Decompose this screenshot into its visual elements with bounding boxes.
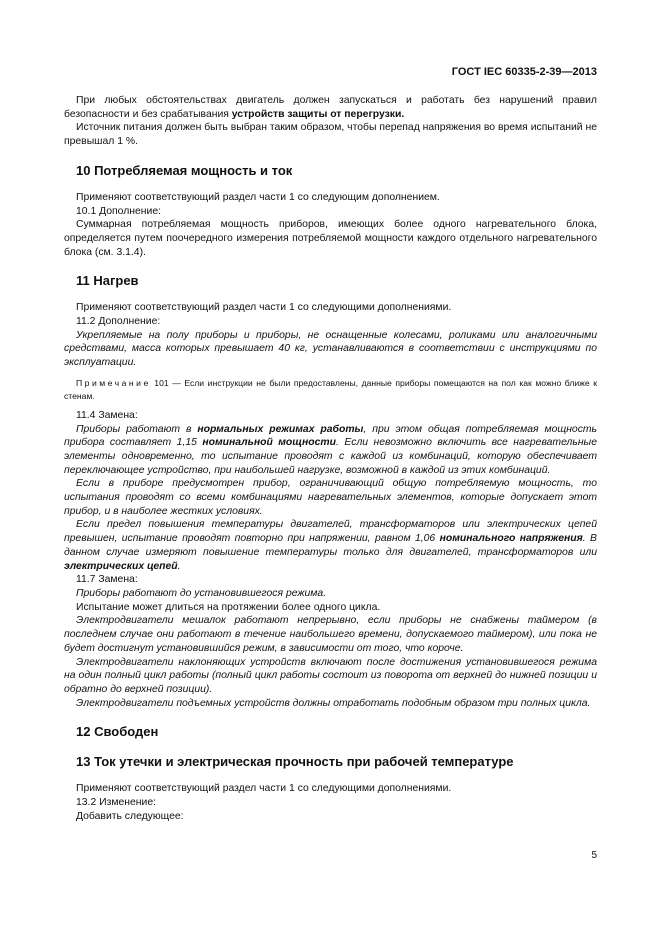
paragraph bbox=[64, 423, 597, 478]
section-heading-13: 13 Ток утечки и электрическая прочность при рабочей температуре bbox=[76, 754, 514, 770]
term-bold: устройств защиты от перегрузки bbox=[231, 108, 402, 120]
clause-label: 11.2 Дополнение: bbox=[76, 316, 161, 328]
text-run: , при этом общая потребляемая мощность прибора составляет 1,15 bbox=[64, 423, 598, 449]
page-number: 5 bbox=[591, 850, 597, 861]
paragraph: Электродвигатели наклоняющих устройств включают после достижения установившегося режима на один полный цикл работы (полный цикл работы состоит из поворота от верхней до нижней позиции и обратно до верхней позиции). bbox=[64, 656, 597, 695]
clause-label: 11.7 Замена: bbox=[76, 574, 138, 586]
section-heading-11: 11 Нагрев bbox=[76, 273, 139, 289]
paragraph: Приборы работают до установившегося режима. bbox=[76, 587, 327, 599]
note-label: Примечание bbox=[76, 377, 151, 388]
text-run: . bbox=[401, 108, 405, 120]
text-run: Приборы работают в bbox=[76, 423, 198, 435]
term-bold: нормальных режимах работы bbox=[197, 423, 364, 435]
paragraph: Применяют соответствующий раздел части 1 со следующим дополнением. bbox=[76, 191, 440, 203]
term-bold: номинальной мощности bbox=[202, 437, 336, 449]
text-run: Если предел повышения температуры двигателей, трансформаторов или электрических цепей превышен, испытание проводят повторно при напряжении, равном 1,06 bbox=[64, 519, 597, 545]
paragraph: Электродвигатели подъемных устройств должны отработать подобным образом три полных цикла. bbox=[76, 697, 591, 709]
paragraph: Применяют соответствующий раздел части 1 со следующими дополнениями. bbox=[76, 302, 452, 314]
text-run: . В данном случае измеряют повышение температуры только для двигателей, трансформаторов или bbox=[64, 533, 597, 558]
clause-label: 11.4 Замена: bbox=[76, 409, 138, 421]
paragraph bbox=[64, 518, 597, 573]
paragraph: Источник питания должен быть выбран таким образом, чтобы перепад напряжения во время испытаний не превышал 1 %. bbox=[64, 122, 597, 148]
term-bold: электрических цепей bbox=[64, 560, 178, 572]
paragraph: Испытание может длиться на протяжении более одного цикла. bbox=[76, 601, 381, 613]
text-run: . Если невозможно включить все нагревательные элементы одновременно, то испытание проводят с каждой из комбинаций, которую обеспечивает переключающее устройство, при наибольшей нагрузке, возможной в каждой из этих комбинаций. bbox=[64, 437, 597, 476]
paragraph: Электродвигатели мешалок работают непрерывно, если приборы не снабжены таймером (в последнем случае они работают в течение наибольшего времени, допускаемого таймером), или пока не будет достигнут установившийся режим, в зависимости от того, что короче. bbox=[64, 615, 597, 654]
paragraph bbox=[64, 94, 597, 121]
term-bold: номинального напряжения bbox=[439, 533, 583, 545]
text-run: При любых обстоятельствах двигатель должен запускаться и работать без нарушений правил безопасности и без срабатывания bbox=[64, 95, 597, 120]
section-heading-10: 10 Потребляемая мощность и ток bbox=[76, 162, 293, 178]
clause-label: 10.1 Дополнение: bbox=[76, 205, 162, 217]
document-header: ГОСТ IEC 60335-2-39—2013 bbox=[451, 66, 597, 78]
paragraph: Укрепляемые на полу приборы и приборы, не оснащенные колесами, роликами или аналогичными средствами, масса которых превышает 40 кг, устанавливаются в соответствии с инструкциями по эксплуатации. bbox=[64, 329, 597, 369]
paragraph: Применяют соответствующий раздел части 1 со следующими дополнениями. bbox=[76, 783, 452, 795]
clause-label: 13.2 Изменение: bbox=[76, 797, 156, 809]
paragraph: Суммарная потребляемая мощность приборов, имеющих более одного нагревательного блока, определяется путем поочередного измерения потребляемой мощности каждого отдельного нагревательного блока (см. 3.1.4). bbox=[64, 219, 597, 258]
note-text: 101 — Если инструкции не были предоставлены, данные приборы помещаются на пол как можно ближе к стенам. bbox=[64, 377, 597, 401]
page-body bbox=[64, 94, 597, 823]
text-run: . bbox=[177, 560, 181, 572]
paragraph: Добавить следующее: bbox=[76, 810, 184, 822]
note bbox=[64, 377, 597, 403]
paragraph: Если в приборе предусмотрен прибор, ограничивающий общую потребляемую мощность, то испытания проводят со всеми комбинациями нагревательных элементов, которые допускает этот прибор, и в наиболее жестких условиях. bbox=[64, 478, 597, 517]
section-heading-12: 12 Свободен bbox=[76, 724, 159, 740]
